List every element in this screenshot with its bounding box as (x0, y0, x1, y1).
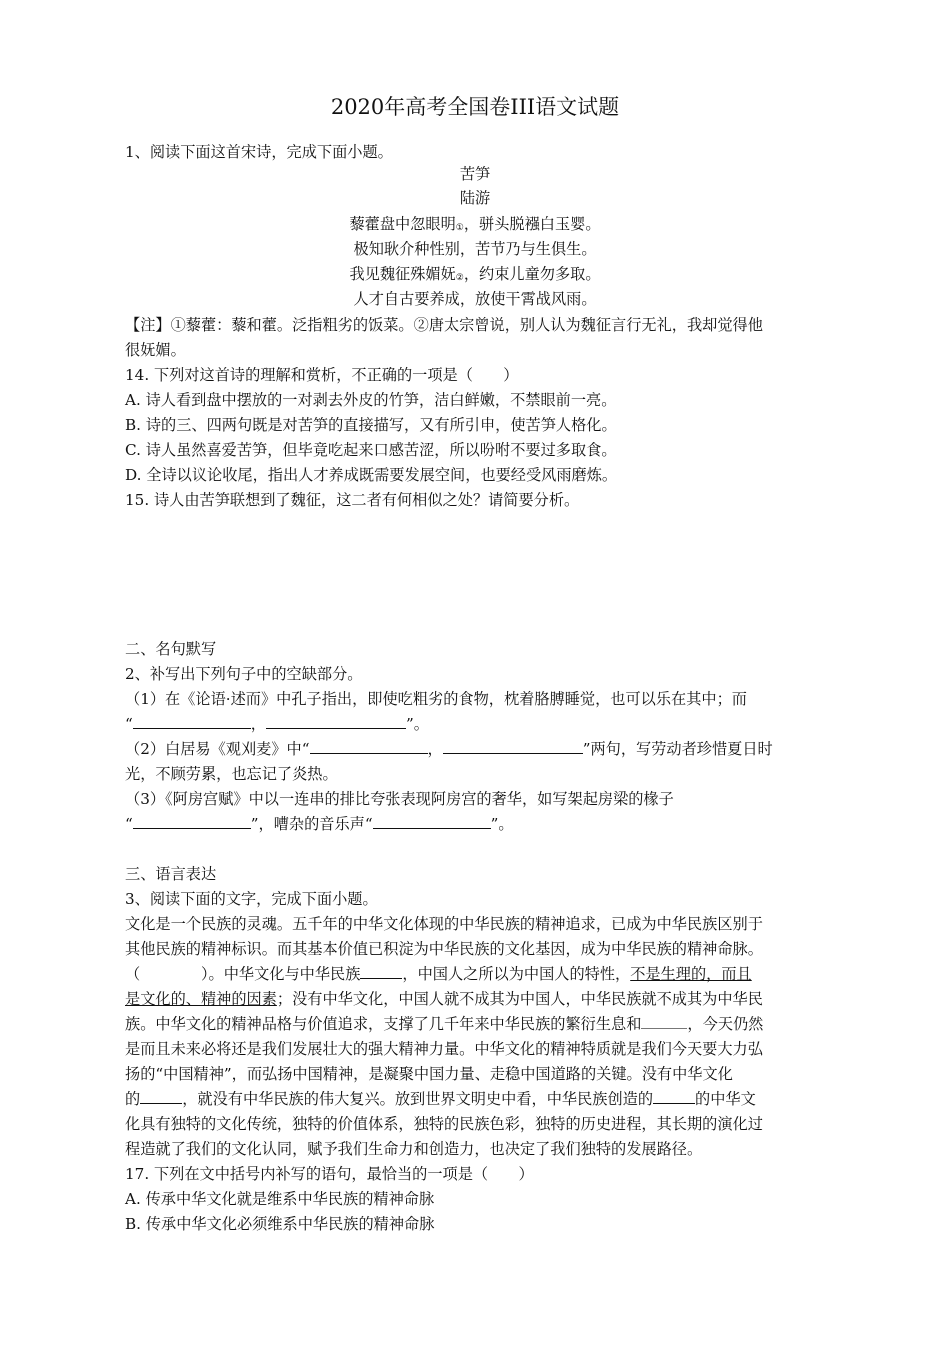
answer-blank[interactable] (266, 714, 406, 729)
poem-note-cont: 很妩媚。 (125, 341, 186, 359)
passage-line: 化具有独特的文化传统，独特的价值体系，独特的民族色彩，独特的历史进程，其长期的演化过 (125, 1115, 763, 1133)
underlined-text: 不是生理的，而且 (630, 965, 752, 983)
section-heading-3: 三、语言表达 (125, 865, 217, 883)
question-15: 15. 诗人由苦笋联想到了魏征，这二者有何相似之处？请简要分析。 (125, 491, 580, 509)
passage-line: 文化是一个民族的灵魂。五千年的中华文化体现的中华民族的精神追求，已成为中华民族区别于 (125, 915, 763, 933)
section-heading-2: 二、名句默写 (125, 640, 217, 658)
answer-blank[interactable] (140, 1089, 182, 1104)
fill-item-2: （2）白居易《观刈麦》中“ ， ”两句，写劳动者珍惜夏日时 (125, 740, 773, 758)
passage-line: 族。中华文化的精神品格与价值追求，支撑了几千年来中华民族的繁衍生息和 ，今天仍然 (125, 1015, 764, 1033)
footnote-mark: ① (455, 223, 464, 233)
fill-item-1: （1）在《论语·述而》中孔子指出，即使吃粗劣的食物，枕着胳膊睡觉，也可以乐在其中；而 (125, 690, 747, 708)
answer-blank[interactable] (641, 1014, 687, 1029)
answer-blank[interactable] (443, 739, 583, 754)
question-17: 17. 下列在文中括号内补写的语句，最恰当的一项是（ ） (125, 1165, 534, 1183)
answer-blank[interactable] (373, 814, 491, 829)
poem-note: 【注】①藜藿：藜和藿。泛指粗劣的饭菜。②唐太宗曾说，别人认为魏征言行无礼，我却觉得他 (125, 316, 763, 334)
answer-blank[interactable] (360, 964, 402, 979)
answer-blank[interactable] (310, 739, 428, 754)
answer-blank[interactable] (133, 814, 251, 829)
option-d: D. 全诗以议论收尾，指出人才养成既需要发展空间，也要经受风雨磨炼。 (125, 466, 618, 484)
passage-line: 其他民族的精神标识。而其基本价值已积淀为中华民族的文化基因，成为中华民族的精神命脉。 (125, 940, 763, 958)
poem-line: 人才自古要养成，放使干霄战风雨。 (353, 290, 597, 308)
poem-title: 苦笋 (459, 165, 491, 183)
passage-line: 扬的“中国精神”，而弘扬中国精神，是凝聚中国力量、走稳中国道路的关键。没有中华文化 (125, 1065, 733, 1083)
option-a: A. 诗人看到盘中摆放的一对剥去外皮的竹笋，洁白鲜嫩，不禁眼前一亮。 (125, 391, 617, 409)
poem-line: 极知耿介种性别，苦节乃与生俱生。 (353, 240, 597, 258)
poem-line: 藜藿盘中忽眼明$_①$，骈头脱襁白玉婴。 (349, 215, 601, 233)
option-a: A. 传承中华文化就是维系中华民族的精神命脉 (125, 1190, 435, 1208)
answer-blank[interactable] (653, 1089, 695, 1104)
question-intro: 3、阅读下面的文字，完成下面小题。 (125, 890, 378, 908)
footnote-mark: ② (455, 273, 464, 283)
option-b: B. 传承中华文化必须维系中华民族的精神命脉 (125, 1215, 435, 1233)
fill-item-3: （3）《阿房宫赋》中以一连串的排比夸张表现阿房宫的奢华，如写架起房梁的椽子 (125, 790, 674, 808)
fill-item-3-blanks: “ ”，嘈杂的音乐声“ ”。 (125, 815, 514, 833)
fill-item-1-blanks: “ ， ”。 (125, 715, 429, 733)
poem-line: 我见魏征殊媚妩$_②$，约束儿童勿多取。 (349, 265, 601, 283)
passage-line: 是而且未来必将还是我们发展壮大的强大精神力量。中华文化的精神特质就是我们今天要大力弘 (125, 1040, 763, 1058)
question-intro: 2、补写出下列句子中的空缺部分。 (125, 665, 363, 683)
passage-line: 是文化的、精神的因素；没有中华文化，中国人就不成其为中国人，中华民族就不成其为中华民 (125, 990, 763, 1008)
option-c: C. 诗人虽然喜爱苦笋，但毕竟吃起来口感苦涩，所以吩咐不要过多取食。 (125, 441, 617, 459)
underlined-text: 是文化的、精神的因素 (125, 990, 277, 1008)
question-intro: 1、阅读下面这首宋诗，完成下面小题。 (125, 143, 393, 161)
fill-item-2-cont: 光，不顾劳累，也忘记了炎热。 (125, 765, 338, 783)
answer-blank[interactable] (133, 714, 251, 729)
poem-author: 陆游 (459, 189, 491, 207)
passage-line: （ ）。中华文化与中华民族 ，中国人之所以为中国人的特性，不是生理的，而且 (125, 965, 752, 983)
question-14: 14. 下列对这首诗的理解和赏析，不正确的一项是（ ） (125, 366, 519, 384)
option-b: B. 诗的三、四两句既是对苦笋的直接描写，又有所引申，使苦笋人格化。 (125, 416, 617, 434)
page-title: 2020年高考全国卷III语文试题 (330, 95, 620, 119)
passage-line: 的 ，就没有中华民族的伟大复兴。放到世界文明史中看，中华民族创造的 的中华文 (125, 1090, 756, 1108)
passage-line: 程造就了我们的文化认同，赋予我们生命力和创造力，也决定了我们独特的发展路径。 (125, 1140, 703, 1158)
